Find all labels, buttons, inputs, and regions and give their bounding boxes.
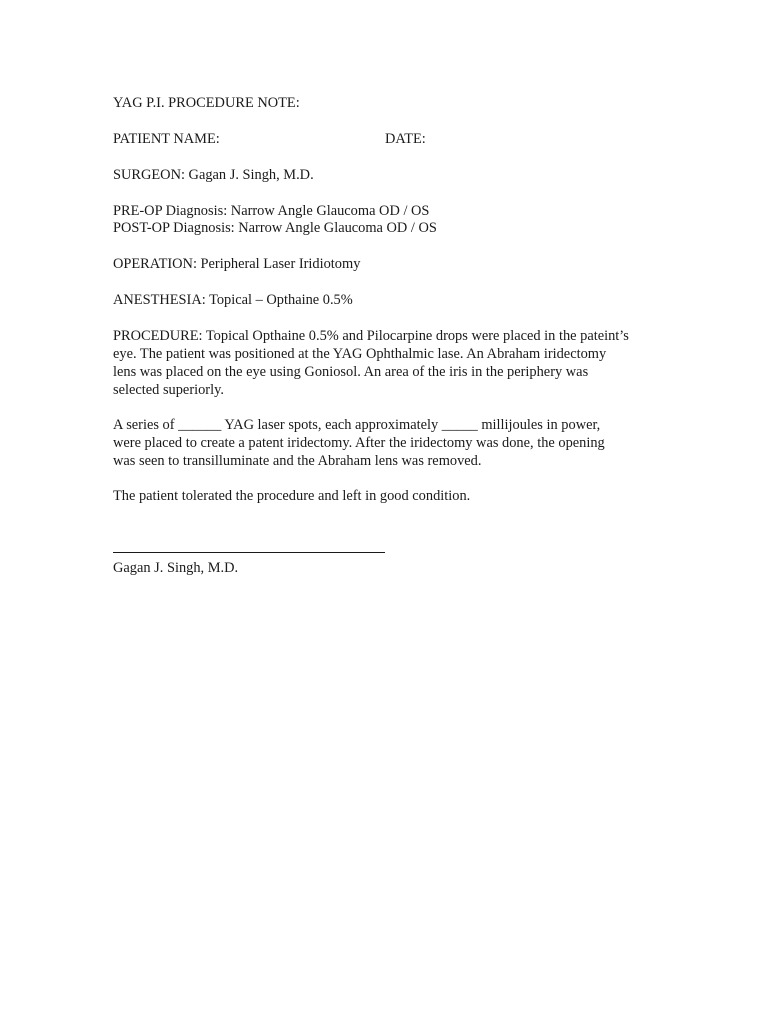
procedure-line: eye. The patient was positioned at the YAG Ophthalmic lase. An Abraham iridectomy — [113, 346, 607, 362]
signature-name: Gagan J. Singh, M.D. — [113, 560, 239, 576]
anesthesia-line: ANESTHESIA: Topical – Opthaine 0.5% — [113, 292, 353, 308]
operation-line: OPERATION: Peripheral Laser Iridiotomy — [113, 256, 361, 272]
procedure-line: lens was placed on the eye using Goniosol. An area of the iris in the periphery was — [113, 364, 589, 380]
surgeon-line: SURGEON: Gagan J. Singh, M.D. — [113, 167, 314, 183]
conclusion-line: The patient tolerated the procedure and left in good condition. — [113, 488, 471, 504]
procedure-paragraph — [113, 327, 673, 399]
series-line: were placed to create a patent iridectomy. After the iridectomy was done, the opening — [113, 435, 605, 451]
series-paragraph — [113, 416, 673, 470]
series-line: was seen to transilluminate and the Abraham lens was removed. — [113, 453, 482, 469]
procedure-line: PROCEDURE: Topical Opthaine 0.5% and Pilocarpine drops were placed in the pateint’s — [113, 328, 629, 344]
series-line: A series of ______ YAG laser spots, each approximately _____ millijoules in power, — [113, 417, 601, 433]
patient-name-label: PATIENT NAME: — [113, 131, 220, 147]
signature-line — [113, 552, 385, 553]
procedure-line: selected superiorly. — [113, 382, 224, 398]
date-label: DATE: — [385, 131, 426, 147]
preop-diagnosis: PRE-OP Diagnosis: Narrow Angle Glaucoma OD / OS — [113, 203, 430, 219]
postop-diagnosis: POST-OP Diagnosis: Narrow Angle Glaucoma OD / OS — [113, 220, 437, 236]
document-title: YAG P.I. PROCEDURE NOTE: — [113, 95, 300, 111]
